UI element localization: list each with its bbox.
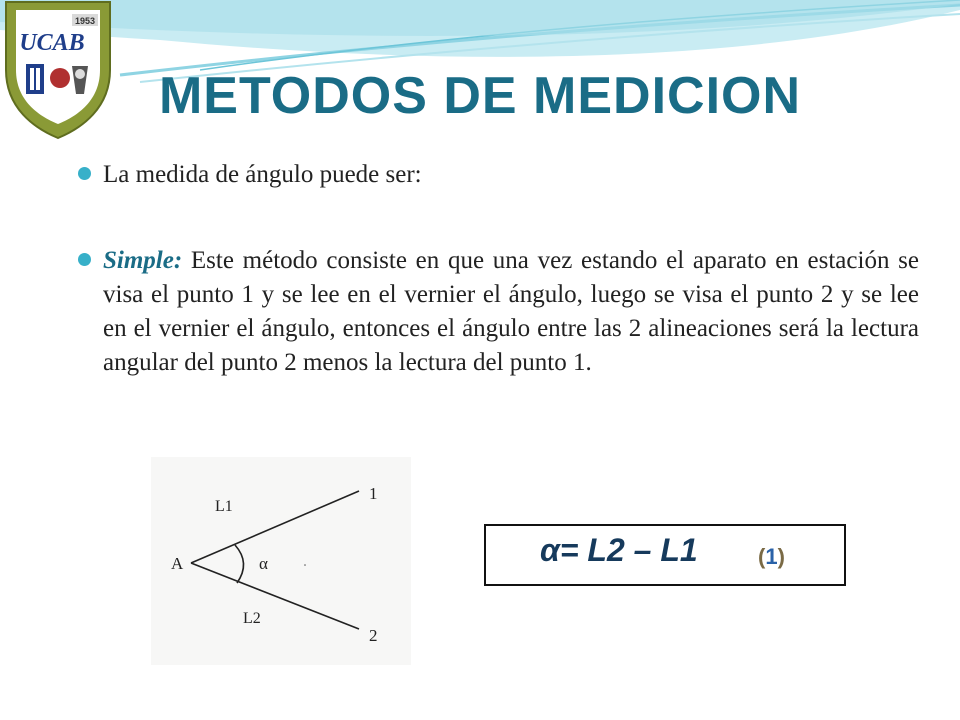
- formula-box: [484, 524, 846, 586]
- equation-close-paren: ): [777, 544, 785, 569]
- formula-expression: α= L2 – L1: [540, 532, 698, 568]
- equation-number: [758, 544, 785, 570]
- point-1-label: 1: [369, 484, 378, 503]
- point-2-label: 2: [369, 626, 378, 645]
- l1-label: L1: [215, 498, 233, 515]
- equation-open-paren: (: [758, 544, 766, 569]
- line-l2: [191, 563, 359, 629]
- simple-label: Simple:: [103, 247, 183, 274]
- logo-year: 1953: [74, 16, 96, 26]
- angle-arc: [235, 545, 244, 583]
- logo-letters: UCAB: [19, 30, 85, 56]
- intro-text: La medida de ángulo puede ser:: [103, 161, 422, 188]
- angle-diagram: [151, 457, 411, 665]
- l2-label: L2: [243, 610, 261, 627]
- page-title: METODOS DE MEDICION: [158, 67, 802, 125]
- bullet-icon: [78, 253, 91, 266]
- bullet-icon: [78, 167, 91, 180]
- angle-label: α: [259, 554, 268, 573]
- equation-number-value: 1: [765, 544, 778, 569]
- simple-description: Este método consiste en que una vez estando el aparato en estación se visa el punto 1 y se lee en el vernier el ángulo, luego se visa el punto 2 y se lee en el vernier el ángulo, entonces el ángulo entre las 2 alineaciones será la lectura angular del punto 2 menos la lectura del punto 1.: [103, 247, 919, 376]
- vertex-label: A: [171, 554, 184, 573]
- ucab-logo: [2, 0, 114, 140]
- simple-method-paragraph: [103, 244, 919, 380]
